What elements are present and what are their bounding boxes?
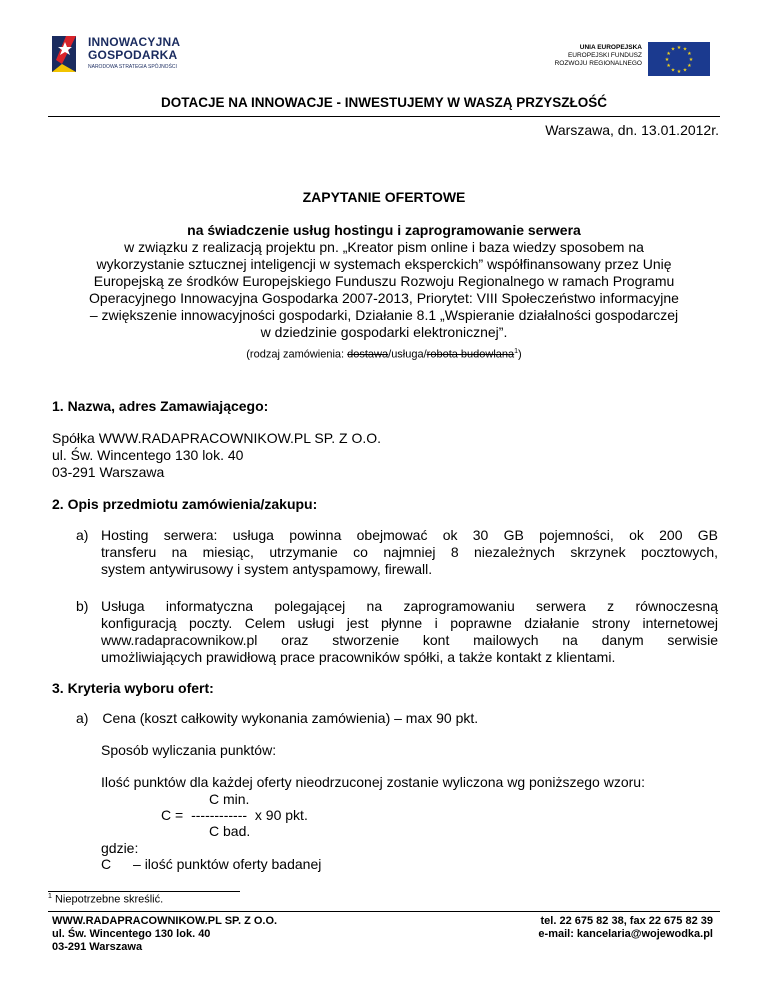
footer-divider [48, 911, 720, 912]
innowacyjna-star-icon [48, 34, 78, 74]
order-type-suffix: ) [518, 348, 522, 361]
section-1-heading: 1. Nazwa, adres Zamawiającego: [52, 398, 269, 414]
intro-line: w dziedzinie gospodarki elektronicznej”. [260, 324, 508, 340]
item-line: konfiguracją poczty. Celem usługi jest płynne i poprawne działanie strony internetowej [101, 615, 718, 631]
svg-text:★: ★ [688, 57, 694, 63]
section-1-address [52, 430, 381, 481]
document-title: ZAPYTANIE OFERTOWE [302, 189, 466, 205]
eu-logo-line3: ROZWOJU REGIONALNEGO [554, 60, 642, 67]
item-line: Hosting serwera: usługa powinna obejmować ok 30 GB pojemności, ok 200 GB [101, 527, 718, 543]
address-line: ul. Św. Wincentego 130 lok. 40 [52, 447, 244, 463]
item-text [101, 527, 718, 578]
footer-email: e-mail: kancelaria@wojewodka.pl [538, 928, 713, 940]
eu-logo-line2: EUROPEJSKI FUNDUSZ [567, 52, 642, 59]
section-2-item-b [76, 598, 718, 666]
item-label: a) [76, 710, 89, 726]
eu-logo [554, 42, 710, 76]
item-line: system antywirusowy i system antyspamowy, firewall. [101, 561, 433, 577]
intro-line: Europejską ze środków Europejskiego Funduszu Rozwoju Regionalnego w ramach Programu [93, 273, 675, 289]
item-text: Cena (koszt całkowity wykonania zamówienia) – max 90 pkt. [102, 710, 479, 726]
footer-company-line: 03-291 Warszawa [52, 941, 143, 953]
address-line: 03-291 Warszawa [52, 464, 165, 480]
section-2-item-a [76, 527, 718, 578]
order-type-service: usługa [391, 348, 424, 361]
logo-left-line3: NARODOWA STRATEGIA SPÓJNOŚCI [88, 64, 177, 70]
footer-company-line: WWW.RADAPRACOWNIKOW.PL SP. Z O.O. [52, 915, 278, 927]
section-3-item-a [76, 710, 478, 727]
eu-logo-line1: UNIA EUROPEJSKA [579, 44, 642, 51]
svg-text:★: ★ [682, 46, 688, 53]
variable-definition [101, 856, 321, 873]
scoring-method-label: Sposób wyliczania punktów: [101, 742, 277, 758]
footnote-number: 1 [48, 893, 52, 900]
eu-flag-icon [648, 42, 710, 76]
footer-phone: tel. 22 675 82 38, fax 22 675 82 39 [540, 915, 713, 927]
footer-contact [538, 915, 713, 941]
intro-lead: na świadczenie usług hostingu i zaprogramowanie serwera [187, 222, 581, 238]
intro-line: wykorzystanie sztucznej inteligencji w systemach eksperckich” współfinansowany przez Unię [96, 256, 672, 272]
order-type-struck-construction: robota budowlana [426, 348, 515, 361]
header-title: DOTACJE NA INNOWACJE - INWESTUJEMY W WASZĄ PRZYSZŁOŚĆ [160, 95, 608, 110]
formula-multiplier: x 90 pkt. [254, 807, 308, 823]
svg-text:★: ★ [664, 57, 670, 63]
svg-text:★: ★ [687, 63, 692, 69]
svg-text:★: ★ [676, 69, 682, 75]
formula-main-line [161, 807, 308, 824]
formula-numerator: C min. [209, 791, 250, 807]
item-line: www.radapracownikow.pl oraz stworzenie kont mailowych na danym serwisie [101, 632, 718, 648]
logo-left-line1: INNOWACYJNA [88, 35, 181, 49]
svg-text:★: ★ [670, 46, 676, 53]
order-type-separator: / [388, 348, 392, 361]
formula-intro: Ilość punktów dla każdej oferty nieodrzuconej zostanie wyliczona wg poniższego wzoru: [101, 774, 645, 790]
item-line: transferu na miesiąc, utrzymanie co najmniej 8 niezależnych skrzynek pocztowych, [101, 544, 718, 560]
svg-text:★: ★ [687, 51, 692, 57]
address-line: Spółka WWW.RADAPRACOWNIKOW.PL SP. Z O.O. [52, 430, 382, 446]
intro-line: Operacyjnego Innowacyjna Gospodarka 2007-2013, Priorytet: VIII Społeczeństwo informacyjne [89, 290, 679, 306]
variable-description: – ilość punktów oferty badanej [133, 856, 322, 872]
svg-text:★: ★ [666, 51, 671, 57]
formula-fraction-bar: ------------ [191, 807, 248, 823]
variable-name: C [101, 856, 112, 872]
date-line: Warszawa, dn. 13.01.2012r. [545, 122, 719, 138]
footnote-divider [48, 891, 240, 892]
item-text [101, 598, 718, 666]
item-line: Usługa informatyczna polegającej na zaprogramowaniu serwera z równoczesną [101, 598, 718, 614]
where-label: gdzie: [101, 840, 139, 856]
innowacyjna-gospodarka-logo [48, 34, 208, 78]
section-2-heading: 2. Opis przedmiotu zamówienia/zakupu: [52, 496, 318, 512]
order-type-struck-delivery: dostawa [347, 348, 389, 361]
formula-denominator: C bad. [209, 823, 251, 839]
header-divider [48, 116, 720, 117]
intro-paragraph [40, 222, 728, 341]
eu-logo-text [555, 44, 642, 68]
order-type-prefix: (rodzaj zamówienia: [246, 348, 348, 361]
section-3-heading: 3. Kryteria wyboru ofert: [52, 680, 214, 696]
intro-line: w związku z realizacją projektu pn. „Kreator pism online i baza wiedzy sposobem na [124, 239, 644, 255]
svg-text:★: ★ [676, 45, 682, 51]
svg-text:★: ★ [666, 63, 671, 69]
footnote-reference: 1 [514, 348, 519, 355]
svg-text:★: ★ [682, 67, 688, 74]
footer-company [52, 915, 277, 954]
svg-text:★: ★ [670, 67, 676, 74]
item-line: umożliwiających prawidłową prace pracowników spółki, a także kontakt z klientami. [101, 649, 616, 665]
footer-company-line: ul. Św. Wincentego 130 lok. 40 [52, 928, 211, 940]
item-label: a) [76, 527, 89, 543]
formula-lhs: C = [161, 807, 184, 823]
order-type-separator: / [423, 348, 427, 361]
footnote-text: Niepotrzebne skreślić. [54, 893, 164, 906]
logo-left-line2: GOSPODARKA [88, 48, 178, 62]
order-type-note [0, 348, 768, 361]
footnote [48, 893, 163, 906]
intro-line: – zwiększenie innowacyjności gospodarki, Działanie 8.1 „Wspieranie działalności gospodarczej [89, 307, 679, 323]
item-label: b) [76, 598, 89, 614]
